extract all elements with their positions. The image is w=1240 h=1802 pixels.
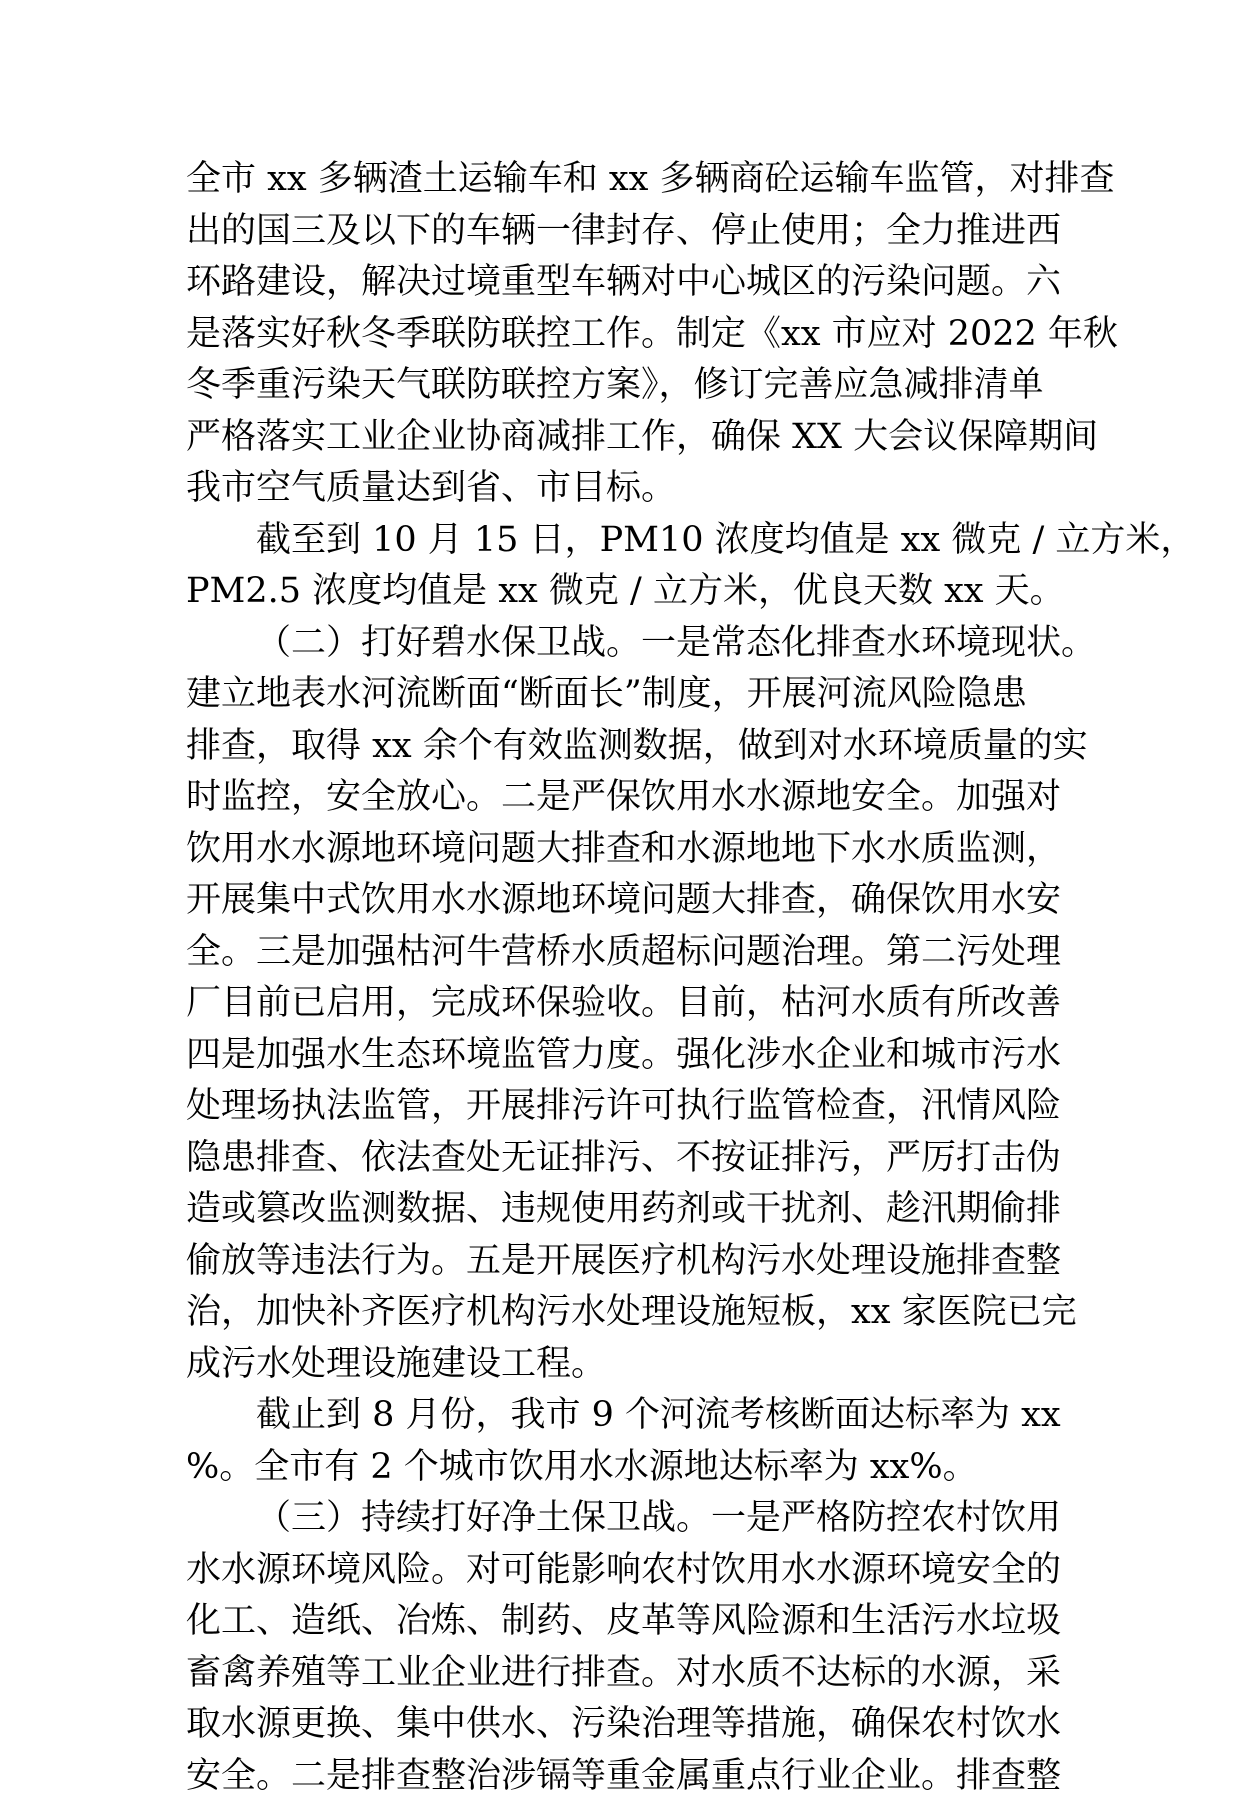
- text-line: 安全。二是排查整治涉镉等重金属重点行业企业。排查整: [186, 1751, 1076, 1802]
- text-line: 开展集中式饮用水水源地环境问题大排查，确保饮用水安: [186, 875, 1076, 927]
- text-line: 成污水处理设施建设工程。: [186, 1339, 1076, 1391]
- text-line: 排查，取得 xx 余个有效监测数据，做到对水环境质量的实: [186, 721, 1076, 773]
- text-line: PM2.5 浓度均值是 xx 微克 / 立方米，优良天数 xx 天。: [186, 566, 1076, 618]
- text-line: 环路建设，解决过境重型车辆对中心城区的污染问题。六: [186, 257, 1076, 309]
- text-line: 我市空气质量达到省、市目标。: [186, 463, 1076, 515]
- text-line: 全市 xx 多辆渣土运输车和 xx 多辆商砼运输车监管，对排查: [186, 154, 1076, 206]
- text-line: 化工、造纸、冶炼、制药、皮革等风险源和生活污水垃圾: [186, 1596, 1076, 1648]
- paragraph-start-line: （三）持续打好净土保卫战。一是严格防控农村饮用: [186, 1493, 1076, 1545]
- text-line: 厂目前已启用，完成环保验收。目前，枯河水质有所改善: [186, 978, 1076, 1030]
- text-line: 取水源更换、集中供水、污染治理等措施，确保农村饮水: [186, 1699, 1076, 1751]
- text-line: 造或篡改监测数据、违规使用药剂或干扰剂、趁汛期偷排: [186, 1184, 1076, 1236]
- text-line: 建立地表水河流断面“断面长”制度，开展河流风险隐患: [186, 669, 1076, 721]
- text-line: 饮用水水源地环境问题大排查和水源地地下水水质监测，: [186, 824, 1076, 876]
- text-line: 水水源环境风险。对可能影响农村饮用水水源环境安全的: [186, 1545, 1076, 1597]
- text-line: 严格落实工业企业协商减排工作，确保 XX 大会议保障期间: [186, 412, 1076, 464]
- text-line: %。全市有 2 个城市饮用水水源地达标率为 xx%。: [186, 1442, 1076, 1494]
- text-line: 时监控，安全放心。二是严保饮用水水源地安全。加强对: [186, 772, 1076, 824]
- text-line: 全。三是加强枯河牛营桥水质超标问题治理。第二污处理: [186, 927, 1076, 979]
- body-text: [186, 154, 1076, 1802]
- text-line: 治，加快补齐医疗机构污水处理设施短板，xx 家医院已完: [186, 1287, 1076, 1339]
- text-line: 偷放等违法行为。五是开展医疗机构污水处理设施排查整: [186, 1236, 1076, 1288]
- paragraph-start-line: 截止到 8 月份，我市 9 个河流考核断面达标率为 xx: [186, 1390, 1076, 1442]
- text-line: 畜禽养殖等工业企业进行排查。对水质不达标的水源，采: [186, 1648, 1076, 1700]
- text-line: 出的国三及以下的车辆一律封存、停止使用；全力推进西: [186, 206, 1076, 258]
- paragraph-start-line: （二）打好碧水保卫战。一是常态化排查水环境现状。: [186, 618, 1076, 670]
- text-line: 是落实好秋冬季联防联控工作。制定《xx 市应对 2022 年秋: [186, 309, 1076, 361]
- paragraph-start-line: 截至到 10 月 15 日，PM10 浓度均值是 xx 微克 / 立方米，: [186, 515, 1076, 567]
- text-line: 四是加强水生态环境监管力度。强化涉水企业和城市污水: [186, 1030, 1076, 1082]
- text-line: 隐患排查、依法查处无证排污、不按证排污，严厉打击伪: [186, 1133, 1076, 1185]
- text-line: 冬季重污染天气联防联控方案》，修订完善应急减排清单: [186, 360, 1076, 412]
- text-line: 处理场执法监管，开展排污许可执行监管检查，汛情风险: [186, 1081, 1076, 1133]
